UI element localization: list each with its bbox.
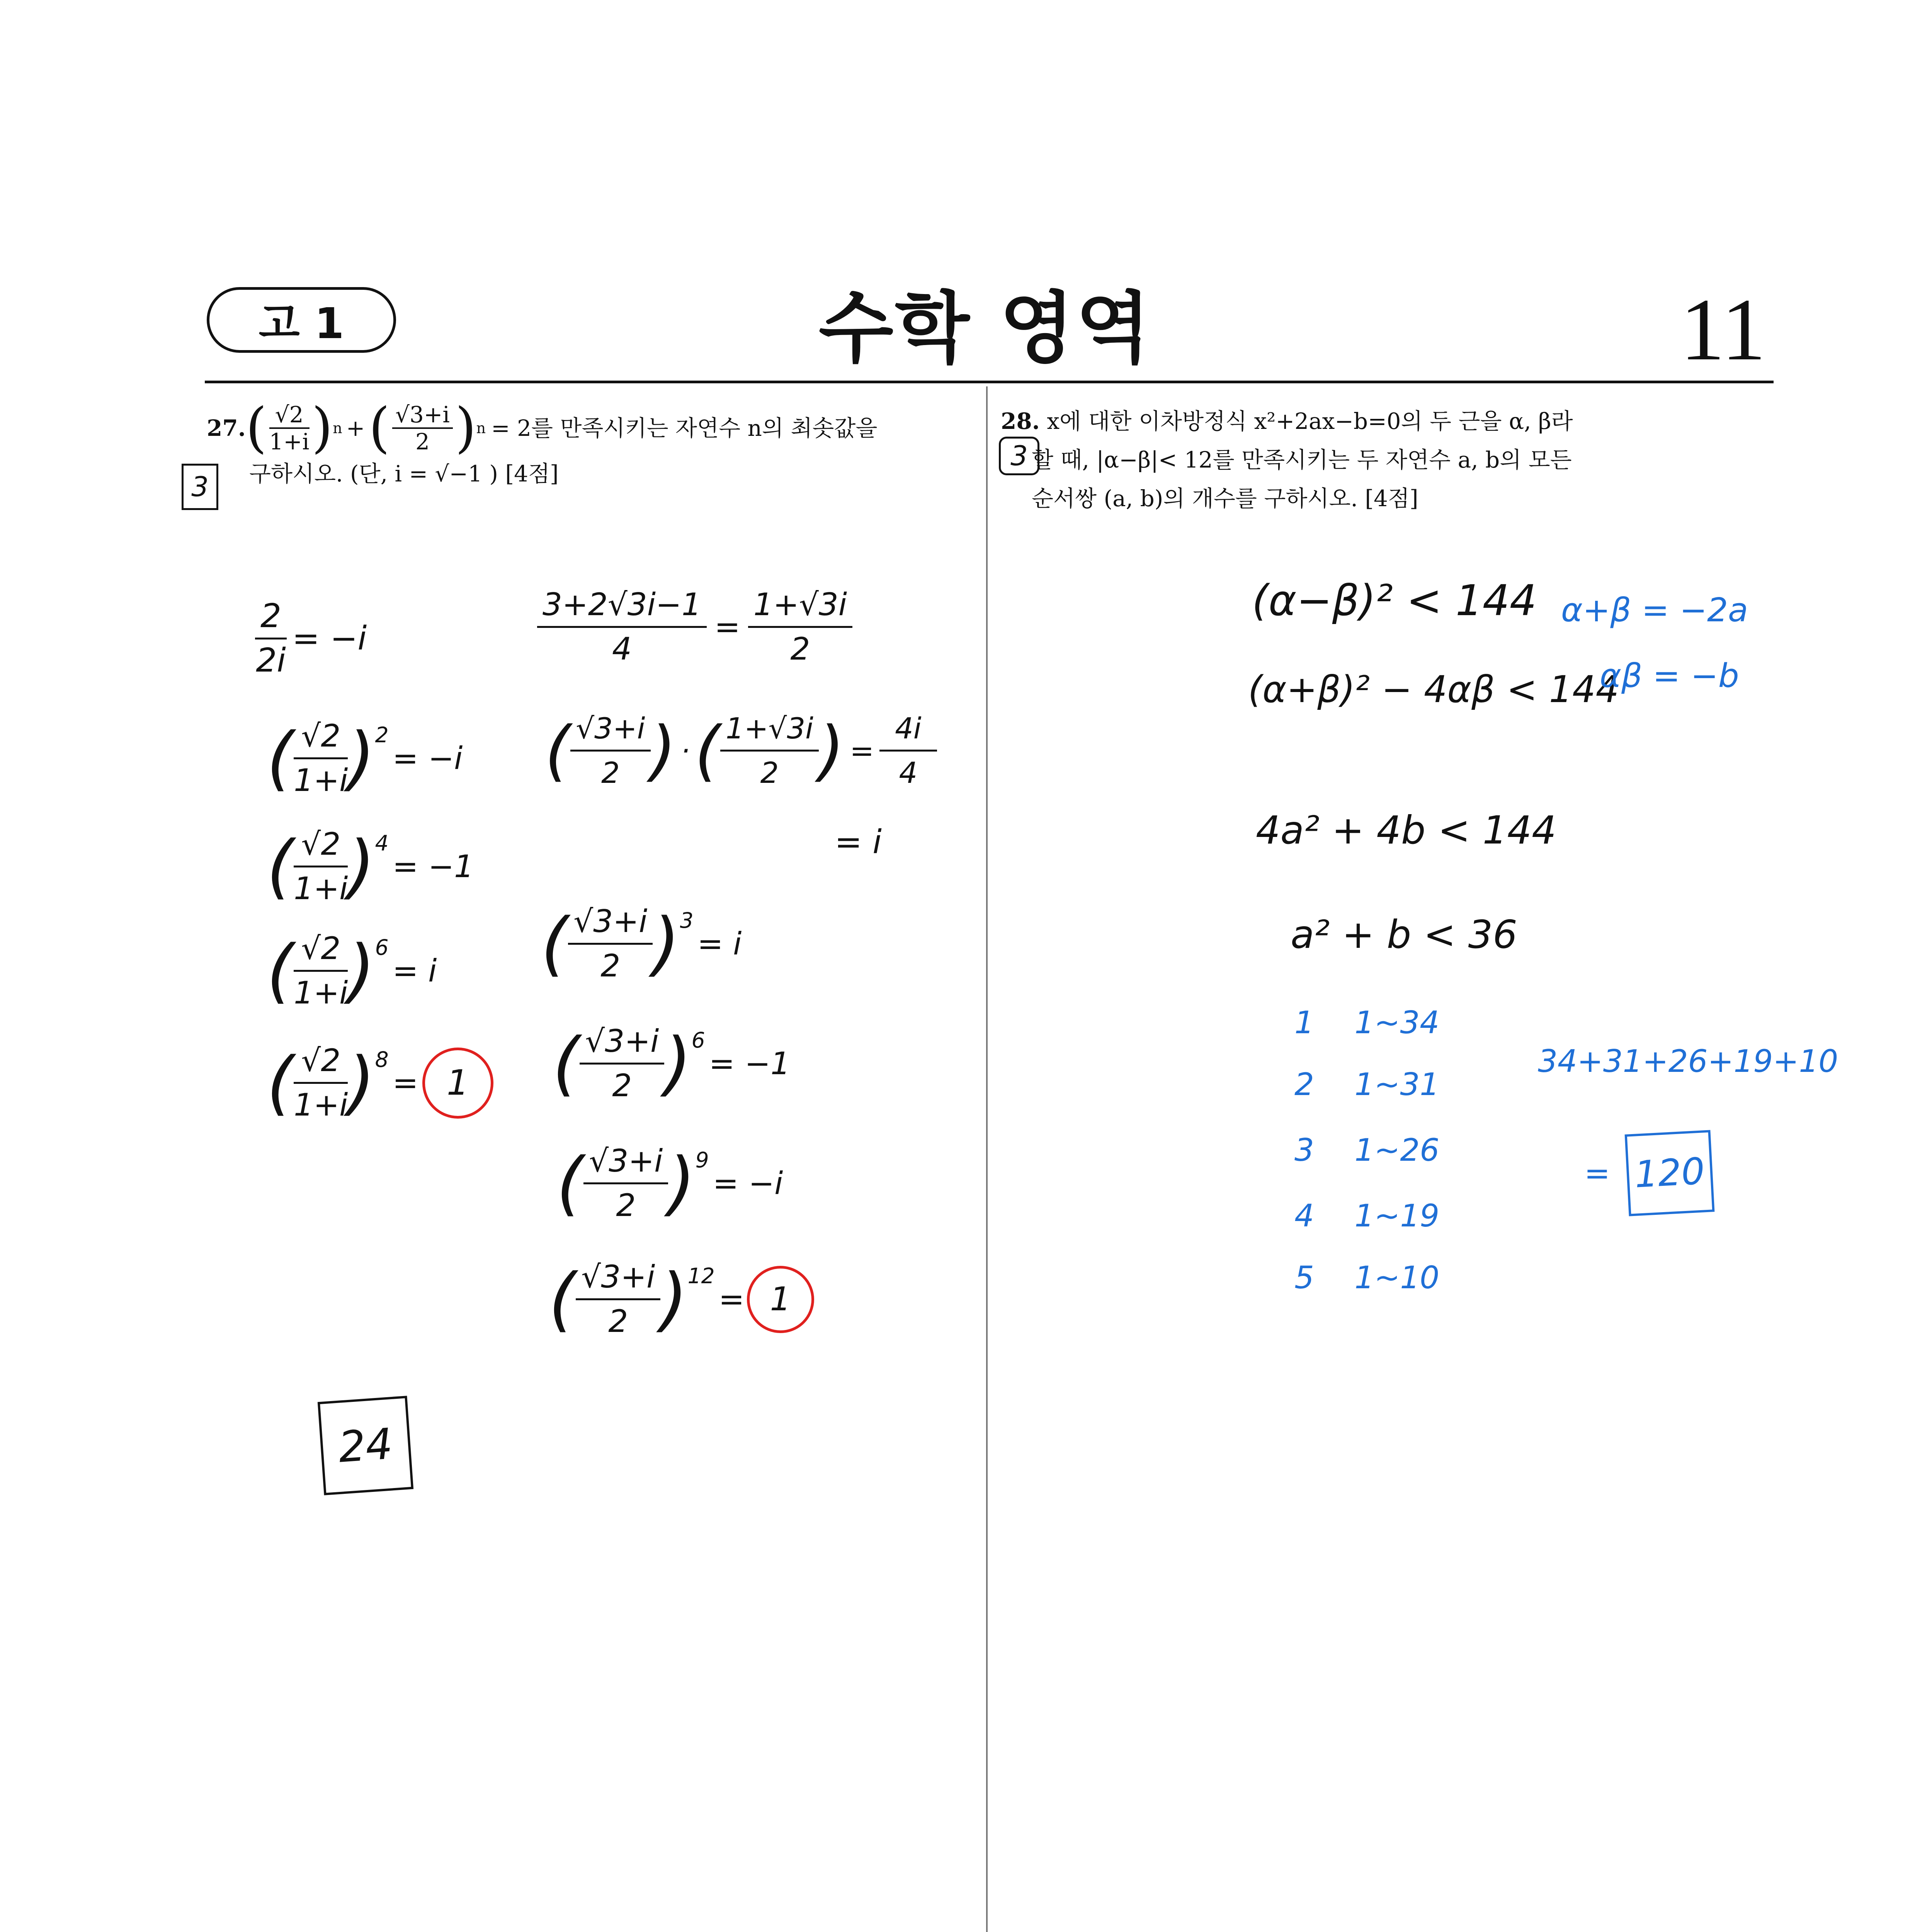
work27-line3-frac bbox=[294, 823, 348, 910]
work27r-line4-den: 2 bbox=[612, 1068, 632, 1104]
work27-line4-num: √2 bbox=[294, 927, 348, 972]
work27r-line5-den: 2 bbox=[616, 1187, 636, 1223]
work27r-line6-rhs: = bbox=[718, 1281, 745, 1317]
page-number: 11 bbox=[1680, 280, 1766, 379]
work28-case-1 bbox=[1294, 1005, 1439, 1041]
work27r-line3-den: 2 bbox=[600, 948, 621, 984]
work27r-line5: ( $\frac{√3+i}{2}$ ) 9 = −i bbox=[556, 1140, 783, 1227]
paren-close: ) bbox=[311, 396, 333, 459]
work27r-line5-frac bbox=[583, 1140, 668, 1227]
work28-vieta1: α+β = −2a bbox=[1561, 591, 1748, 629]
work27r-line1-den: 4 bbox=[612, 631, 632, 667]
work28-case-4 bbox=[1294, 1198, 1439, 1234]
work28-sum: 34+31+26+19+10 bbox=[1538, 1043, 1838, 1079]
work27-left-circled-answer: 1 bbox=[422, 1048, 493, 1119]
work27r-line3-rhs: = i bbox=[697, 926, 742, 962]
work27r-line2-b-den: 2 bbox=[760, 756, 779, 790]
work27r-line3-num: √3+i bbox=[568, 900, 653, 945]
work27r-line1-rhs-num: 1+√3i bbox=[748, 583, 852, 628]
work27-line2-den: 1+i bbox=[294, 762, 348, 798]
q28-marked-choice: 3 bbox=[999, 437, 1039, 475]
question-28 bbox=[1001, 402, 1774, 518]
work27r-line2-b-num: 1+√3i bbox=[720, 707, 819, 752]
case-range: 1~26 bbox=[1354, 1132, 1440, 1168]
work27r-line5-exp: 9 bbox=[695, 1148, 709, 1172]
q28-text-line1: x에 대한 이차방정식 x²+2ax−b=0의 두 근을 α, β라 bbox=[1047, 408, 1573, 434]
work28-case-5 bbox=[1294, 1260, 1439, 1296]
work28-ineq1: (α−β)² < 144 bbox=[1252, 576, 1537, 625]
work28-vieta2: αβ = −b bbox=[1600, 657, 1739, 695]
work27-line1-num: 2 bbox=[255, 595, 287, 639]
question-27-number: 27. bbox=[207, 415, 246, 441]
q27-plus: + bbox=[346, 415, 365, 441]
work27-line1-rhs: = −i bbox=[292, 619, 367, 658]
work27-line2-num: √2 bbox=[294, 715, 348, 759]
work27-line3-den: 1+i bbox=[294, 871, 348, 906]
work27r-line6-den: 2 bbox=[608, 1303, 628, 1339]
work27-line3-rhs: = −1 bbox=[392, 849, 474, 884]
work28-final-answer: 120 bbox=[1625, 1130, 1715, 1216]
paren-open: ( bbox=[369, 396, 390, 459]
work28-case-2 bbox=[1294, 1066, 1439, 1102]
work27-line1-den: 2i bbox=[256, 641, 286, 680]
work27r-line6-num: √3+i bbox=[576, 1256, 660, 1300]
work28-ineq4: a² + b < 36 bbox=[1291, 912, 1517, 957]
work27-line5-den: 1+i bbox=[294, 1087, 348, 1123]
question-28-number: 28. bbox=[1001, 408, 1040, 434]
work27-line4: ( $\frac{√2}{1+i}$ ) 6 = i bbox=[267, 927, 437, 1014]
work27r-line2-rhs bbox=[879, 707, 937, 794]
paren-open: ( bbox=[245, 396, 267, 459]
work27r-line3-exp: 3 bbox=[680, 908, 694, 933]
work27r-line1-rhs-den: 2 bbox=[790, 631, 810, 667]
work27-line3-num: √2 bbox=[294, 823, 348, 867]
work27r-line3: ( $\frac{√3+i}{2}$ ) 3 = i bbox=[541, 900, 742, 987]
work27r-line6-frac bbox=[576, 1256, 660, 1343]
q27-exp1: n bbox=[333, 420, 342, 437]
work27r-line4: ( $\frac{√3+i}{2}$ ) 6 = −1 bbox=[553, 1020, 790, 1107]
case-range: 1~34 bbox=[1354, 1005, 1440, 1041]
work27r-line1-rhs bbox=[748, 583, 852, 670]
work27-line3: ( $\frac{√2}{1+i}$ ) 4 = −1 bbox=[267, 823, 474, 910]
q27-exp2: n bbox=[476, 420, 486, 437]
work27r-line4-rhs: = −1 bbox=[709, 1046, 790, 1082]
case-range: 1~19 bbox=[1354, 1198, 1440, 1234]
work27r-line3-frac bbox=[568, 900, 653, 987]
q28-text-line3: 순서쌍 (a, b)의 개수를 구하시오. [4점] bbox=[1032, 485, 1418, 512]
work27-line5-exp: 8 bbox=[375, 1047, 389, 1072]
work27r-line5-num: √3+i bbox=[583, 1140, 668, 1184]
work27-line2-rhs: = −i bbox=[392, 740, 463, 776]
work27r-line2-rhs-num: 4i bbox=[879, 707, 937, 752]
q27-term2-num: √3+i bbox=[392, 402, 453, 429]
case-a: 5 bbox=[1294, 1260, 1314, 1296]
case-a: 1 bbox=[1294, 1005, 1314, 1041]
work27r-line4-num: √3+i bbox=[580, 1020, 664, 1065]
work27r-line6-exp: 12 bbox=[687, 1264, 715, 1288]
q27-term1-num: √2 bbox=[269, 402, 310, 429]
column-divider bbox=[986, 386, 988, 1932]
work28-ineq2: (α+β)² − 4αβ < 144 bbox=[1248, 668, 1619, 711]
q27-term1 bbox=[269, 402, 310, 454]
work27-line4-frac bbox=[294, 927, 348, 1014]
work27r-line2-rhs-den: 4 bbox=[899, 756, 918, 790]
work27r-line2-a-num: √3+i bbox=[570, 707, 650, 752]
work27-line3-exp: 4 bbox=[375, 831, 389, 855]
work27r-line1: $\frac{3+2√3i-1}{4}$ = $\frac{1+√3i}{2}$ bbox=[537, 583, 852, 670]
work27r-line2-a-den: 2 bbox=[601, 756, 620, 790]
work27-line4-exp: 6 bbox=[375, 935, 389, 960]
work28-ineq3: 4a² + 4b < 144 bbox=[1256, 808, 1556, 853]
work27r-line2-b bbox=[720, 707, 819, 794]
work27-line5-rhs: = bbox=[392, 1065, 418, 1101]
work27-line2-frac bbox=[294, 715, 348, 802]
work27r-line6: ( $\frac{√3+i}{2}$ ) 12 = 1 bbox=[549, 1256, 814, 1343]
question-27 bbox=[207, 396, 976, 493]
case-a: 4 bbox=[1294, 1198, 1314, 1234]
work27r-line4-exp: 6 bbox=[691, 1028, 705, 1053]
work27r-line4-frac bbox=[580, 1020, 664, 1107]
q27-term2-den: 2 bbox=[415, 429, 430, 455]
case-range: 1~31 bbox=[1354, 1066, 1440, 1102]
paren-close: ) bbox=[455, 396, 476, 459]
work27r-line2-result: = i bbox=[835, 823, 882, 861]
work27-final-answer: 24 bbox=[318, 1396, 413, 1495]
q27-term1-den: 1+i bbox=[269, 429, 310, 455]
work27-line1 bbox=[255, 595, 367, 682]
work27-line2-exp: 2 bbox=[375, 723, 389, 747]
work27r-line5-rhs: = −i bbox=[713, 1165, 783, 1201]
work27r-line1-num: 3+2√3i−1 bbox=[537, 583, 707, 628]
work27r-line1-frac bbox=[537, 583, 707, 670]
work27r-line2-a bbox=[570, 707, 650, 794]
q28-text-line2: 할 때, |α−β|< 12를 만족시키는 두 자연수 a, b의 모든 bbox=[1032, 447, 1572, 473]
grade-label: 고 1 bbox=[259, 299, 344, 348]
work27-right-circled-answer: 1 bbox=[747, 1266, 814, 1333]
work27-line5: ( $\frac{√2}{1+i}$ ) 8 = 1 bbox=[267, 1039, 493, 1126]
case-a: 2 bbox=[1294, 1066, 1314, 1102]
work28-case-3 bbox=[1294, 1132, 1439, 1168]
q27-marked-choice: 3 bbox=[182, 464, 218, 510]
work27-line1-frac bbox=[255, 595, 287, 682]
case-range: 1~10 bbox=[1354, 1260, 1440, 1296]
work27-line4-rhs: = i bbox=[392, 953, 437, 989]
work28-equals: = bbox=[1584, 1155, 1611, 1191]
work27r-line2: ( $\frac{√3+i}{2}$ ) · ( $\frac{1+√3i}{2}$ ) = $\frac{4i}{4}$ bbox=[545, 707, 937, 794]
case-a: 3 bbox=[1294, 1132, 1314, 1168]
q27-text-line2: 구하시오. (단, i = √−1 ) [4점] bbox=[249, 461, 559, 487]
header-divider bbox=[205, 381, 1774, 383]
q27-term2 bbox=[392, 402, 453, 454]
work27-line2: ( $\frac{√2}{1+i}$ ) 2 = −i bbox=[267, 715, 463, 802]
work27-line4-den: 1+i bbox=[294, 975, 348, 1011]
work27-line5-frac bbox=[294, 1039, 348, 1126]
q27-text-line1: = 2를 만족시키는 자연수 n의 최솟값을 bbox=[491, 415, 878, 441]
page-title: 수학 영역 bbox=[818, 284, 1152, 374]
work27-line5-num: √2 bbox=[294, 1039, 348, 1084]
